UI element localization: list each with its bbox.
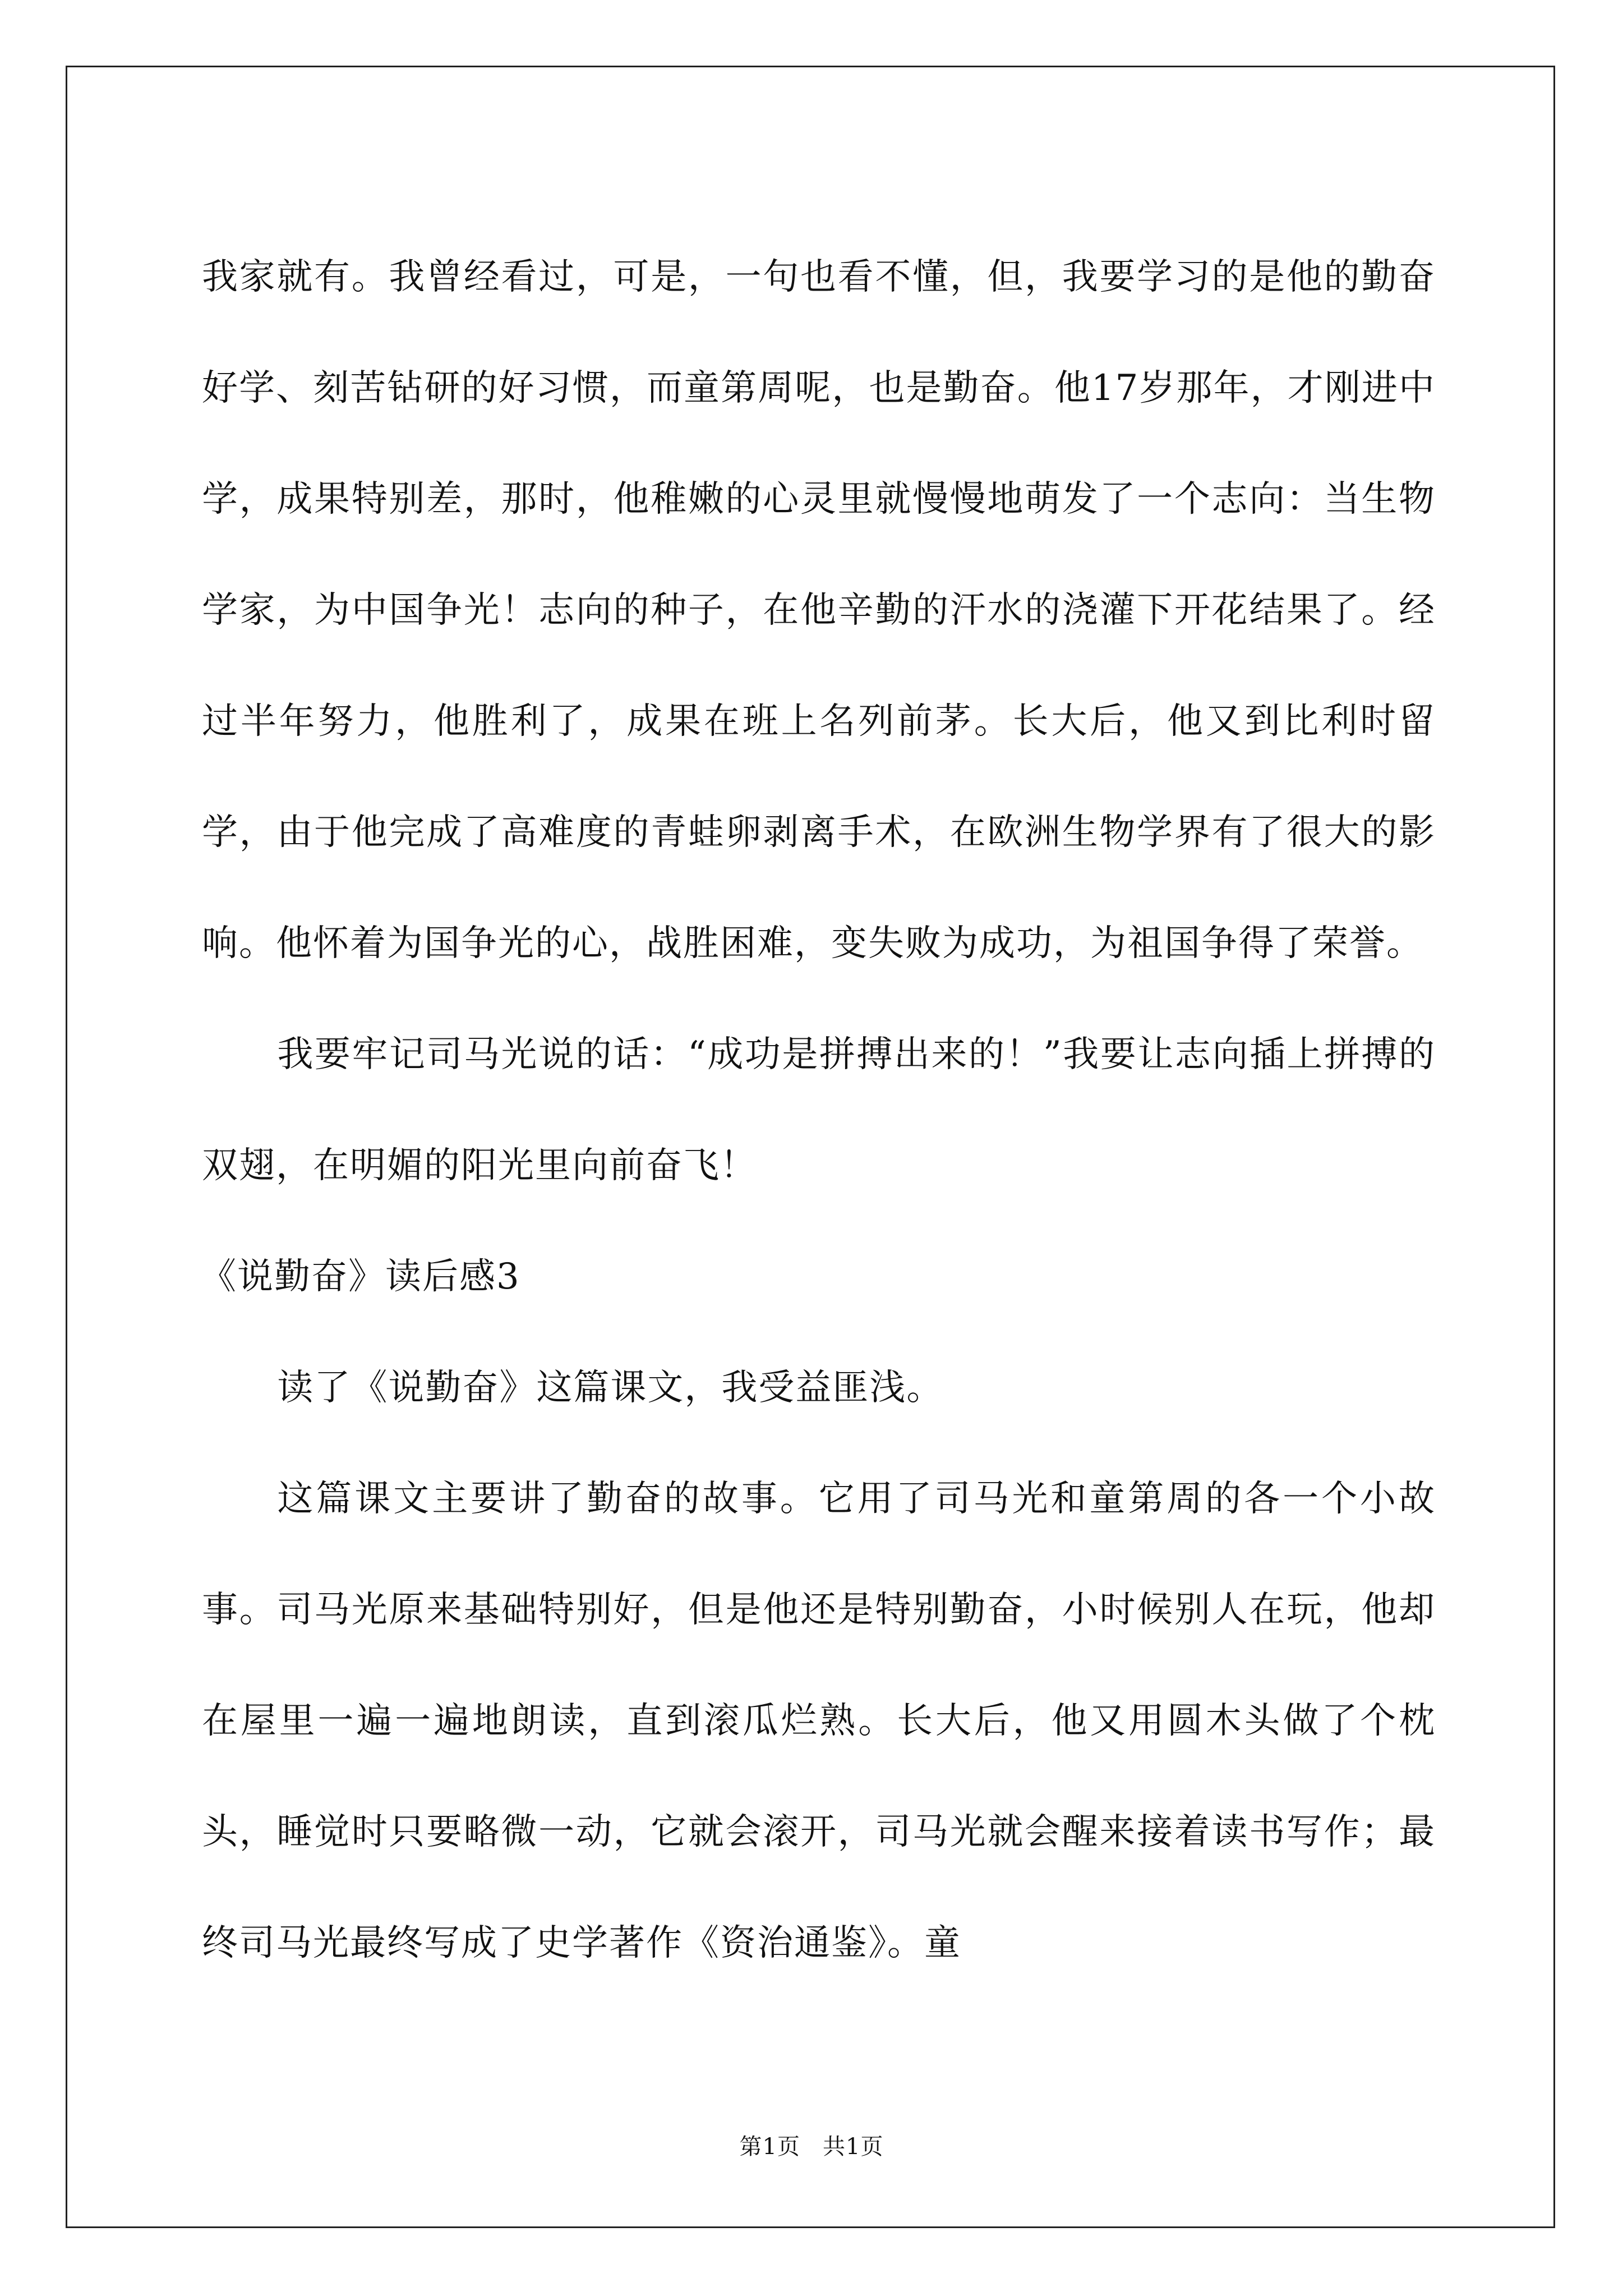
section-heading: 《说勤奋》读后感3 <box>200 1256 520 1297</box>
paragraph-continued: 我家就有。我曾经看过，可是，一句也看不懂，但，我要学习的是他的勤奋好学、刻苦钻研的好习惯，而童第周呢，也是勤奋。他17岁那年，才刚进中学，成果特别差，那时，他稚嫩的心灵里就慢慢地萌发了一个志向：当生物学家，为中国争光！志向的种子，在他辛勤的汗水的浇灌下开花结果了。经过半年努力，他胜利了，成果在班上名列前茅。长大后，他又到比利时留学，由于他完成了高难度的青蛙卵剥离手术，在欧洲生物学界有了很大的影响。他怀着为国争光的心，战胜困难，变失败为成功，为祖国争得了荣誉。 <box>202 256 1436 964</box>
paragraph: 这篇课文主要讲了勤奋的故事。它用了司马光和童第周的各一个小故事。司马光原来基础特别好，但是他还是特别勤奋，小时候别人在玩，他却在屋里一遍一遍地朗读，直到滚瓜烂熟。长大后，他又用圆木头做了个枕头，睡觉时只要略微一动，它就会滚开，司马光就会醒来接着读书写作；最终司马光最终写成了史学著作《资治通鉴》。童 <box>202 1478 1436 1964</box>
page-footer <box>0 2133 1623 2160</box>
paragraph: 读了《说勤奋》这篇课文，我受益匪浅。 <box>277 1367 944 1409</box>
page-total: 共1页 <box>823 2134 884 2160</box>
document-body <box>202 222 1436 1999</box>
page-number: 第1页 <box>739 2134 800 2160</box>
paragraph: 我要牢记司马光说的话：“成功是拼搏出来的！”我要让志向插上拼搏的双翅，在明媚的阳光里向前奋飞！ <box>202 1034 1436 1186</box>
